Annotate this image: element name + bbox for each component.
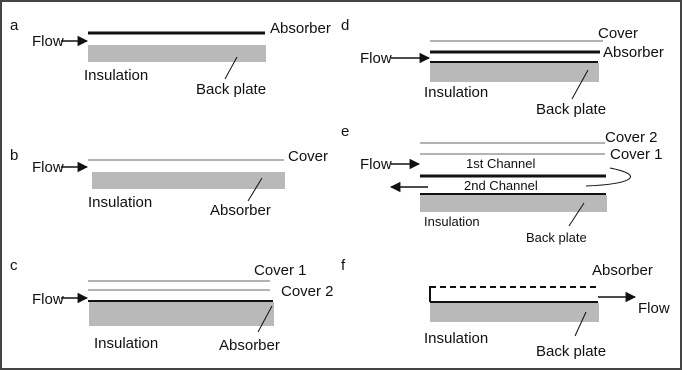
- panel-f-insulation-label: Insulation: [424, 330, 489, 347]
- panel-e-insulation-plate: [420, 195, 607, 212]
- panel-b-cover-label: Cover: [288, 148, 329, 165]
- panel-d-back-plate-label: Back plate: [536, 101, 607, 118]
- panel-d-insulation-label: Insulation: [424, 84, 489, 101]
- panel-e-flow-label: Flow: [360, 156, 392, 173]
- panel-a-flow-label: Flow: [32, 33, 64, 50]
- panel-c-insulation-plate: [89, 302, 274, 326]
- panel-f-back-plate-label: Back plate: [536, 343, 607, 360]
- panel-a-absorber-label: Absorber: [270, 20, 331, 37]
- panel-d-flow-label: Flow: [360, 50, 392, 67]
- panel-d-absorber-label: Absorber: [603, 44, 664, 61]
- panel-e-letter: e: [341, 123, 350, 140]
- panel-c-cover2-label: Cover 2: [281, 283, 334, 300]
- panel-b: [10, 147, 328, 219]
- panel-c: [10, 257, 334, 354]
- panel-c-absorber-label: Absorber: [219, 337, 280, 354]
- panel-d-letter: d: [341, 17, 350, 34]
- panel-e-insulation-label: Insulation: [424, 214, 480, 229]
- panel-e: [341, 123, 663, 245]
- panel-b-insulation-label: Insulation: [88, 194, 153, 211]
- panel-a-insulation-plate: [88, 45, 266, 62]
- panel-f-flow-label: Flow: [638, 300, 670, 317]
- panel-e-channel2-label: 2nd Channel: [464, 178, 538, 193]
- panel-c-letter: c: [10, 257, 18, 274]
- panel-e-cover2-label: Cover 2: [605, 129, 658, 146]
- panel-f: [341, 257, 670, 360]
- panel-b-flow-label: Flow: [32, 159, 64, 176]
- panel-a-insulation-label: Insulation: [84, 67, 149, 84]
- panel-a-back-plate-label: Back plate: [196, 81, 267, 98]
- panel-d-cover-label: Cover: [598, 25, 639, 42]
- panel-e-back-plate-label: Back plate: [526, 230, 587, 245]
- panel-f-absorber-label: Absorber: [592, 262, 653, 279]
- panel-d: [341, 17, 664, 118]
- panel-e-cover1-label: Cover 1: [610, 146, 663, 163]
- panel-b-absorber-label: Absorber: [210, 202, 271, 219]
- panel-c-insulation-label: Insulation: [94, 335, 159, 352]
- panel-c-flow-label: Flow: [32, 291, 64, 308]
- panel-b-letter: b: [10, 147, 19, 164]
- panel-e-channel1-label: 1st Channel: [466, 156, 536, 171]
- panel-f-letter: f: [341, 257, 346, 274]
- panel-f-insulation-plate: [430, 303, 599, 322]
- panel-a-letter: a: [10, 17, 19, 34]
- panel-c-cover1-label: Cover 1: [254, 262, 307, 279]
- panel-d-insulation-plate: [430, 63, 599, 82]
- panel-a: [10, 17, 331, 98]
- panel-b-absorber-plate: [92, 172, 285, 189]
